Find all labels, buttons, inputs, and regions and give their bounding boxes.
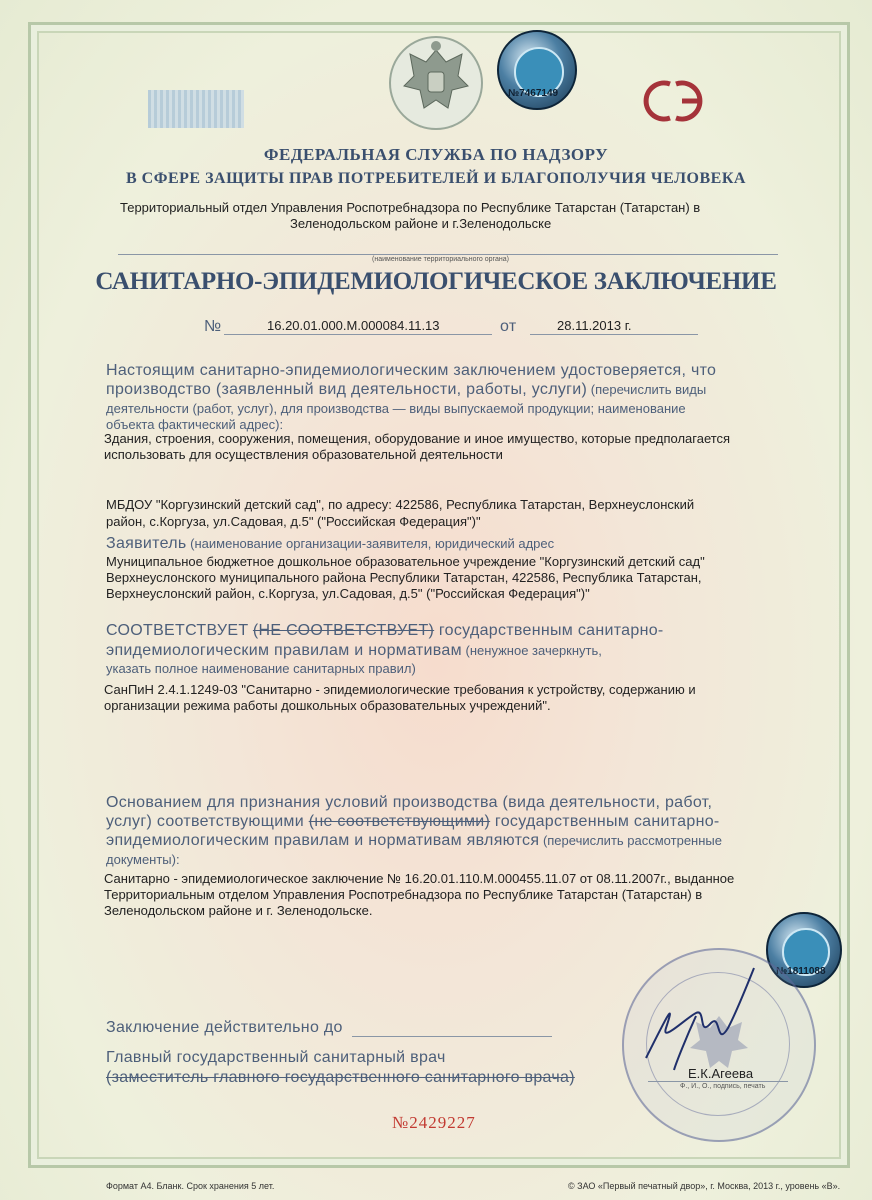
complies-text: СООТВЕТСТВУЕТ	[106, 622, 249, 639]
territorial-body-line2: Зеленодольском районе и г.Зеленодольске	[290, 216, 552, 231]
basis-line2c: государственным санитарно-	[490, 813, 720, 830]
agency-subtitle: В СФЕРЕ ЗАЩИТЫ ПРАВ ПОТРЕБИТЕЛЕЙ И БЛАГОПОЛУЧИЯ ЧЕЛОВЕКА	[126, 170, 746, 187]
se-mark-icon	[636, 76, 712, 126]
intro-line1: Настоящим санитарно-эпидемиологическим заключением удостоверяется, что	[106, 362, 717, 379]
date-underline	[530, 334, 698, 335]
basis-line3-main: эпидемиологическим правилам и нормативам являются	[106, 832, 540, 849]
applicant-line1: Муниципальное бюджетное дошкольное образовательное учреждение "Коргузинский детский сад"	[106, 554, 705, 569]
security-strip	[148, 90, 244, 128]
form-serial-number: №2429227	[392, 1113, 476, 1132]
double-headed-eagle-icon	[388, 28, 484, 138]
number-label: №	[204, 318, 222, 335]
sanitary-rule-line1: СанПиН 2.4.1.1249-03 "Санитарно - эпидемиологические требования к устройству, содержанию и	[104, 682, 696, 697]
compliance-line1	[106, 622, 664, 640]
signer-role: Главный государственный санитарный врач	[106, 1049, 446, 1066]
document-number: 16.20.01.000.М.000084.11.13	[267, 318, 440, 333]
applicant-line2: Верхнеуслонского муниципального района Республики Татарстан, 422586, Республика Татарстан,	[106, 570, 702, 585]
applicant-heading	[106, 535, 554, 553]
signer-name: Е.К.Агеева	[688, 1066, 754, 1081]
basis-doc-line2: Территориальным отделом Управления Роспотребнадзора по Республике Татарстан (Татарстан) в	[104, 887, 703, 902]
compliance-line3: указать полное наименование санитарных правил)	[106, 661, 416, 676]
intro-line2-main: производство (заявленный вид деятельности, работы, услуги)	[106, 381, 588, 398]
not-complies-text: (НЕ СООТВЕТСТВУЕТ)	[252, 622, 435, 639]
activity-line2: использовать для осуществления образовательной деятельности	[104, 447, 503, 462]
footer-left: Формат А4. Бланк. Срок хранения 5 лет.	[106, 1181, 275, 1191]
basis-line3	[106, 832, 722, 850]
basis-line4: документы):	[106, 852, 180, 867]
hologram-top-number: №7467149	[508, 88, 559, 99]
territorial-body-line1: Территориальный отдел Управления Роспотребнадзора по Республике Татарстан (Татарстан) в	[120, 200, 701, 215]
compliance-line2	[106, 642, 602, 660]
compliance-line2-main: эпидемиологическим правилам и нормативам	[106, 642, 462, 659]
basis-doc-line1: Санитарно - эпидемиологическое заключение № 16.20.01.110.М.000455.11.07 от 08.11.2007г., выданное	[104, 871, 735, 886]
territorial-body-caption: (наименование территориального органа)	[372, 256, 509, 263]
intro-line2	[106, 381, 706, 399]
intro-line3: деятельности (работ, услуг), для производства — виды выпускаемой продукции; наименование	[106, 401, 686, 416]
basis-line2a: услуг) соответствующими	[106, 813, 309, 830]
signer-caption: Ф., И., О., подпись, печать	[680, 1083, 766, 1090]
object-line1: МБДОУ "Коргузинский детский сад", по адресу: 422586, Республика Татарстан, Верхнеуслонский	[106, 497, 695, 512]
applicant-caption: (наименование организации-заявителя, юридический адрес	[186, 536, 555, 551]
basis-line2	[106, 813, 720, 831]
applicant-line3: Верхнеуслонский район, с.Коргуза, ул.Садовая, д.5" ("Российская Федерация")"	[106, 586, 590, 601]
document-title: САНИТАРНО-ЭПИДЕМИОЛОГИЧЕСКОЕ ЗАКЛЮЧЕНИЕ	[95, 268, 777, 295]
object-line2: район, с.Коргуза, ул.Садовая, д.5" ("Российская Федерация")"	[106, 514, 481, 529]
intro-line4: объекта фактический адрес):	[106, 417, 284, 432]
document-date: 28.11.2013 г.	[557, 318, 632, 333]
footer-right: © ЗАО «Первый печатный двор», г. Москва, 2013 г., уровень «В».	[568, 1181, 841, 1191]
emblem	[388, 28, 484, 138]
activity-line1: Здания, строения, сооружения, помещения, оборудование и иное имущество, которые предполагается	[104, 431, 731, 446]
intro-line2-small: (перечислить виды	[587, 382, 707, 397]
basis-line1: Основанием для признания условий производства (вида деятельности, работ,	[106, 794, 713, 811]
signer-deputy: (заместитель главного государственного санитарного врача)	[106, 1069, 575, 1086]
validity-label: Заключение действительно до	[106, 1019, 343, 1036]
hologram-bottom-number: №1811088	[776, 966, 826, 977]
sanitary-rule-line2: организации режима работы дошкольных образовательных учреждений".	[104, 698, 551, 713]
basis-line3-small: (перечислить рассмотренные	[539, 833, 722, 848]
compliance-line2-small: (ненужное зачеркнуть,	[461, 643, 602, 658]
signer-underline	[648, 1081, 788, 1082]
signature	[636, 958, 776, 1078]
date-label: от	[500, 318, 517, 335]
number-underline	[224, 334, 492, 335]
agency-title: ФЕДЕРАЛЬНАЯ СЛУЖБА ПО НАДЗОРУ	[263, 145, 609, 164]
applicant-label: Заявитель	[106, 535, 187, 552]
territorial-body-underline	[118, 254, 778, 255]
compliance-rest: государственным санитарно-	[434, 622, 664, 639]
validity-underline	[352, 1036, 552, 1037]
basis-doc-line3: Зеленодольском районе и г. Зеленодольске.	[104, 903, 373, 918]
conformity-mark	[636, 76, 712, 126]
basis-line2b: (не соответствующими)	[308, 813, 491, 830]
